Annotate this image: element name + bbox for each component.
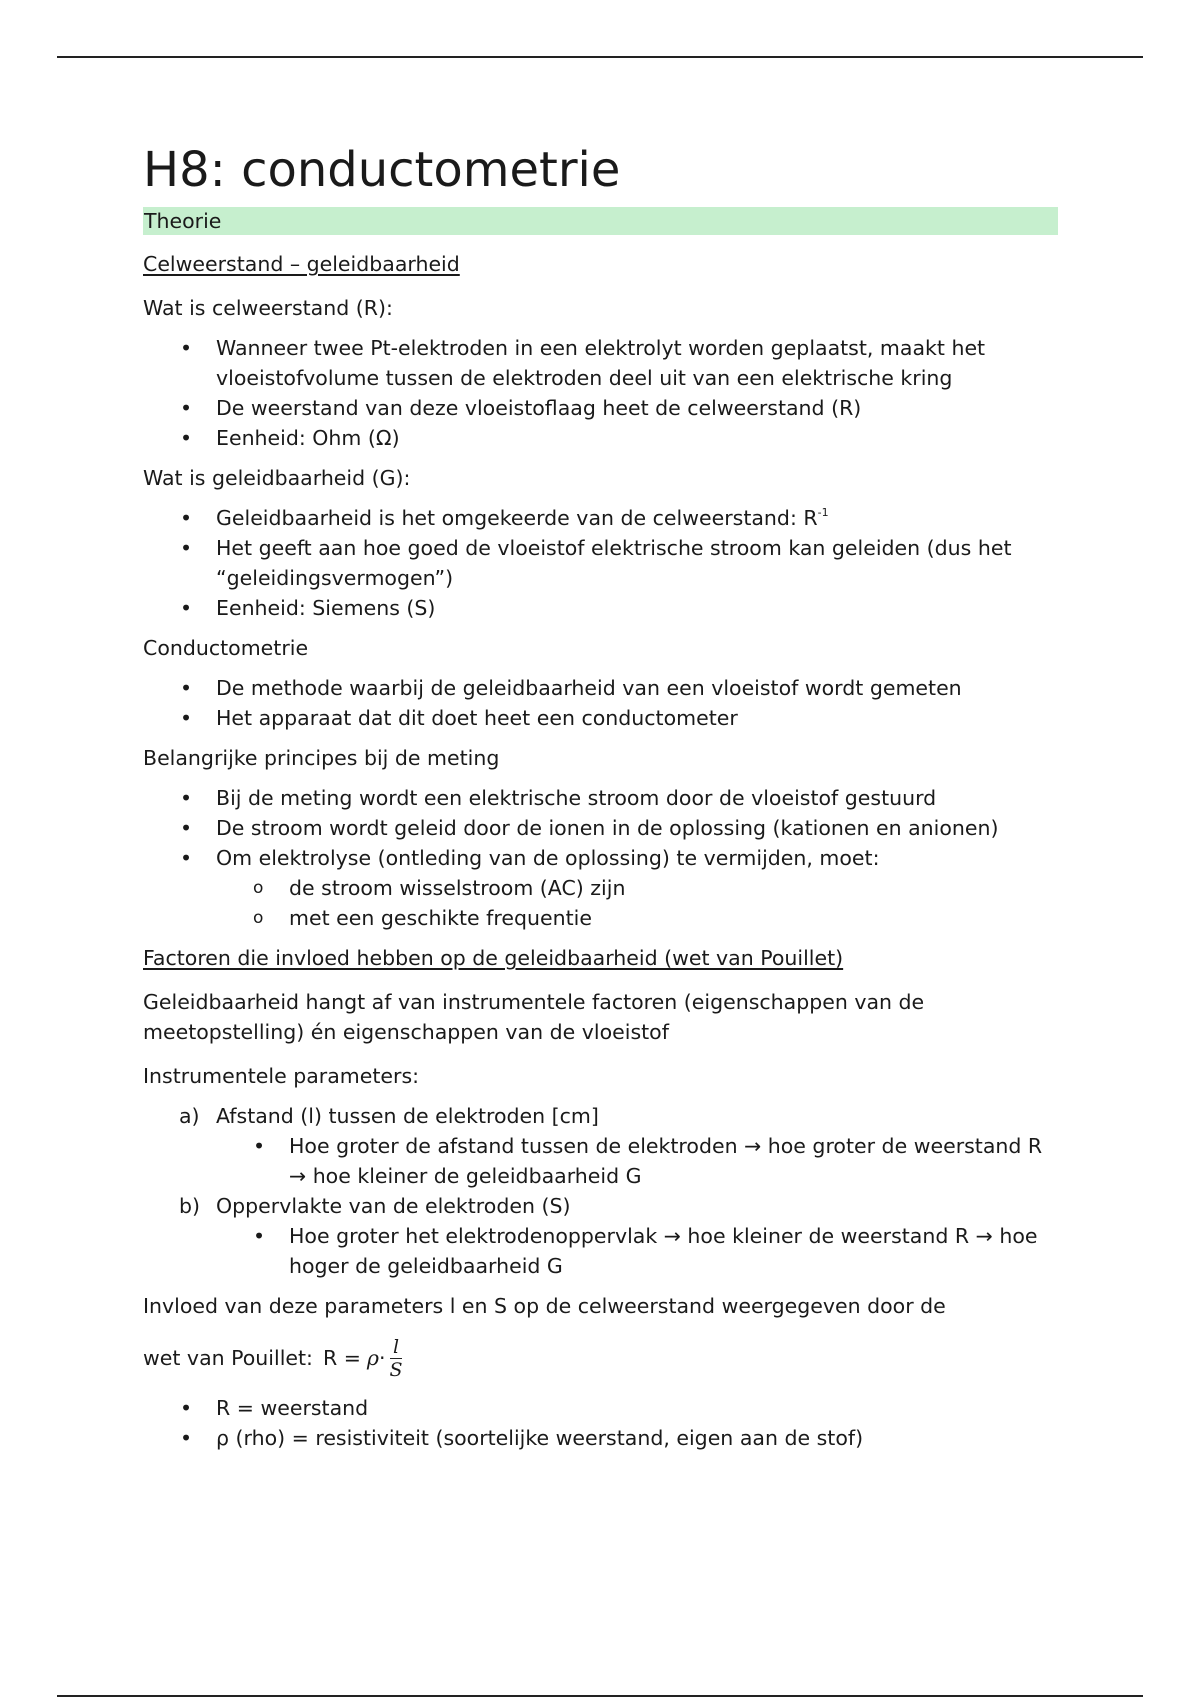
superscript: -1 xyxy=(817,506,829,519)
document-body xyxy=(143,140,1058,1463)
list-item: • R = weerstand xyxy=(216,1393,1058,1423)
factors-intro: Geleidbaarheid hangt af van instrumentele factoren (eigenschappen van de meetopstelling) én eigenschappen van de vloeistof xyxy=(143,990,925,1044)
list-item: • Geleidbaarheid is het omgekeerde van de celweerstand: $R^{-1}$ xyxy=(216,503,1058,533)
legend-list xyxy=(143,1393,1058,1453)
list-item: • Het apparaat dat dit doet heet een conductometer xyxy=(216,703,1058,733)
list-item: • Eenheid: Siemens (S) xyxy=(216,593,1058,623)
section-label-theorie: Theorie xyxy=(143,207,1058,235)
parameters-list xyxy=(143,1101,1058,1281)
parameter-item: b) Oppervlakte van de elektroden (S) • Hoe groter het elektrodenoppervlak → hoe kleiner de weerstand R → hoe hoger de geleidbaarheid G xyxy=(216,1191,1058,1281)
list-item: • De weerstand van deze vloeistoflaag heet de celweerstand (R) xyxy=(216,393,1058,423)
page-title: H8: conductometrie xyxy=(143,142,621,198)
heading-instrumental: Instrumentele parameters: xyxy=(143,1064,420,1088)
principles-list xyxy=(143,783,1058,933)
fraction: $\frac{l}{S}$ xyxy=(389,1335,403,1381)
conductometry-list xyxy=(143,673,1058,733)
principles-sublist xyxy=(216,873,1058,933)
list-item: • Wanneer twee Pt-elektroden in een elektrolyt worden geplaatst, maakt het vloeistofvolume tussen de elektroden deel uit van een elektrische kring xyxy=(216,333,1058,393)
question-resistance: Wat is celweerstand (R): xyxy=(143,296,393,320)
list-item: • Hoe groter de afstand tussen de elektroden → hoe groter de weerstand R → hoe kleiner de geleidbaarheid G xyxy=(289,1131,1058,1191)
question-conductance: Wat is geleidbaarheid (G): xyxy=(143,466,411,490)
subheading-celweerstand: Celweerstand – geleidbaarheid xyxy=(143,252,460,276)
resistance-list xyxy=(143,333,1058,453)
conductance-list xyxy=(143,503,1058,623)
list-item: • ρ (rho) = resistiviteit (soortelijke weerstand, eigen aan de stof) xyxy=(216,1423,1058,1453)
list-item: • Hoe groter het elektrodenoppervlak → hoe kleiner de weerstand R → hoe hoger de geleidbaarheid G xyxy=(289,1221,1058,1281)
parameter-item: a) Afstand (l) tussen de elektroden [cm] • Hoe groter de afstand tussen de elektroden → hoe groter de weerstand R → hoe kleiner de geleidbaarheid G xyxy=(216,1101,1058,1191)
heading-principles: Belangrijke principes bij de meting xyxy=(143,746,500,770)
pouillet-formula: wet van Pouillet: R = ρ · $\frac{l}{S}$ xyxy=(143,1335,403,1381)
list-item: • Om elektrolyse (ontleding van de oplossing) te vermijden, moet: o de stroom wisselstroom (AC) zijn o met een geschikte frequentie xyxy=(216,843,1058,933)
list-item: • De stroom wordt geleid door de ionen in de oplossing (kationen en anionen) xyxy=(216,813,1058,843)
list-item: • De methode waarbij de geleidbaarheid van een vloeistof wordt gemeten xyxy=(216,673,1058,703)
list-item: • Bij de meting wordt een elektrische stroom door de vloeistof gestuurd xyxy=(216,783,1058,813)
heading-conductometrie: Conductometrie xyxy=(143,636,309,660)
footer-rule xyxy=(57,1695,1143,1697)
subheading-factoren: Factoren die invloed hebben op de geleidbaarheid (wet van Pouillet) xyxy=(143,946,844,970)
list-item: • Het geeft aan hoe goed de vloeistof elektrische stroom kan geleiden (dus het “geleidingsvermogen”) xyxy=(216,533,1058,593)
list-item: • Eenheid: Ohm (Ω) xyxy=(216,423,1058,453)
influence-text: Invloed van deze parameters l en S op de celweerstand weergegeven door de xyxy=(143,1294,946,1318)
sub-list-item: o met een geschikte frequentie xyxy=(289,903,1058,933)
sub-list-item: o de stroom wisselstroom (AC) zijn xyxy=(289,873,1058,903)
header-rule xyxy=(57,56,1143,58)
